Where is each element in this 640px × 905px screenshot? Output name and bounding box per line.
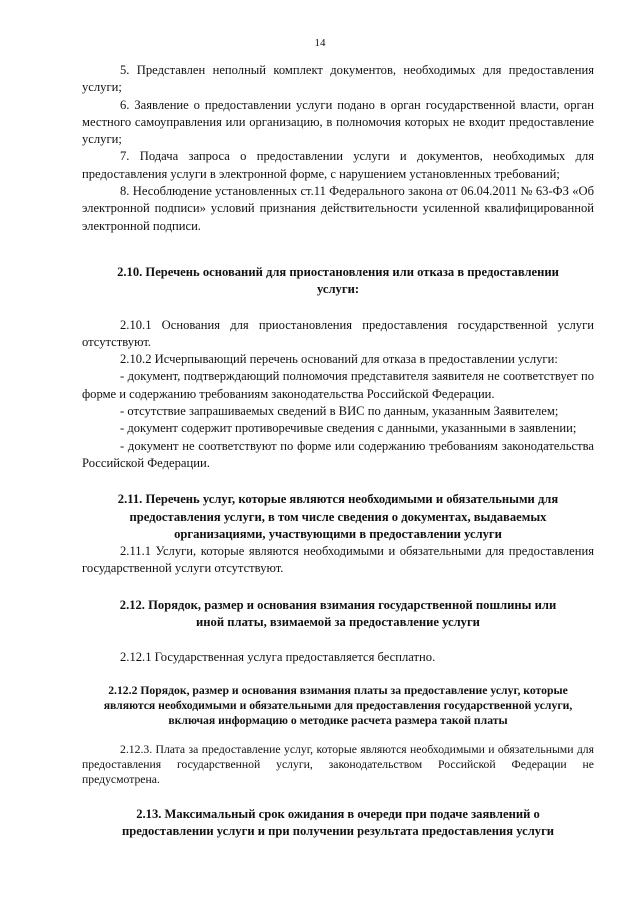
list-item: 8. Несоблюдение установленных ст.11 Федерального закона от 06.04.2011 № 63-ФЗ «Об электронной подписи» условий признания действительности усиленной квалифицированной электронной подписи. xyxy=(82,184,594,233)
bullet-item: - документ, подтверждающий полномочия представителя заявителя не соответствует по форме и содержанию требованиям законодательства Российской Федерации. xyxy=(82,369,594,401)
list-item: 5. Представлен неполный комплект документов, необходимых для предоставления услуги; xyxy=(82,63,594,95)
list-item: 7. Подача запроса о предоставлении услуги и документов, необходимых для предоставления услуги в электронной форме, с нарушением установленных требований; xyxy=(82,149,594,181)
page-number: 14 xyxy=(314,37,326,49)
section-heading-2-11: 2.11. Перечень услуг, которые являются необходимыми и обязательными для предоставления услуги, в том числе сведения о документах, выдаваемых организациями, участвующими в предоставлении услуги xyxy=(117,492,559,541)
bullet-item: - документ не соответствуют по форме или содержанию требованиям законодательства Российской Федерации. xyxy=(82,438,594,470)
sub-heading-2-12-2: 2.12.2 Порядок, размер и основания взимания платы за предоставление услуг, которые являются необходимыми и обязательными для предоставления государственной услуги, включая информацию о методике расчета размера такой платы xyxy=(103,683,573,727)
bullet-item: - документ содержит противоречивые сведения с данными, указанными в заявлении; xyxy=(120,421,577,436)
document-body xyxy=(82,62,594,840)
section-heading-2-12: 2.12. Порядок, размер и основания взимания государственной пошлины или иной платы, взимаемой за предоставление услуги xyxy=(119,597,557,630)
section-heading-2-10: 2.10. Перечень оснований для приостановления или отказа в предоставлении услуги: xyxy=(117,264,559,297)
paragraph-2-12-1: 2.12.1 Государственная услуга предоставляется бесплатно. xyxy=(120,650,436,665)
section-heading-2-13: 2.13. Максимальный срок ожидания в очереди при подаче заявлений о предоставлении услуги и при получении результата предоставления услуги xyxy=(121,806,555,838)
paragraph-2-10-2: 2.10.2 Исчерпывающий перечень оснований для отказа в предоставлении услуги: xyxy=(120,352,558,367)
bullet-item: - отсутствие запрашиваемых сведений в ВИС по данным, указанным Заявителем; xyxy=(120,404,559,419)
paragraph-2-10-1: 2.10.1 Основания для приостановления предоставления государственной услуги отсутствуют. xyxy=(82,317,594,349)
list-item: 6. Заявление о предоставлении услуги подано в орган государственной власти, орган местного самоуправления или организацию, в полномочия которых не входит предоставление услуги; xyxy=(82,97,594,147)
paragraph-2-12-3: 2.12.3. Плата за предоставление услуг, которые являются необходимыми и обязательными для предоставления государственной услуги, законодательством Российской Федерации не предусмотрена. xyxy=(82,742,594,786)
paragraph-2-11-1: 2.11.1 Услуги, которые являются необходимыми и обязательными для предоставления государственной услуги отсутствуют. xyxy=(82,544,594,576)
